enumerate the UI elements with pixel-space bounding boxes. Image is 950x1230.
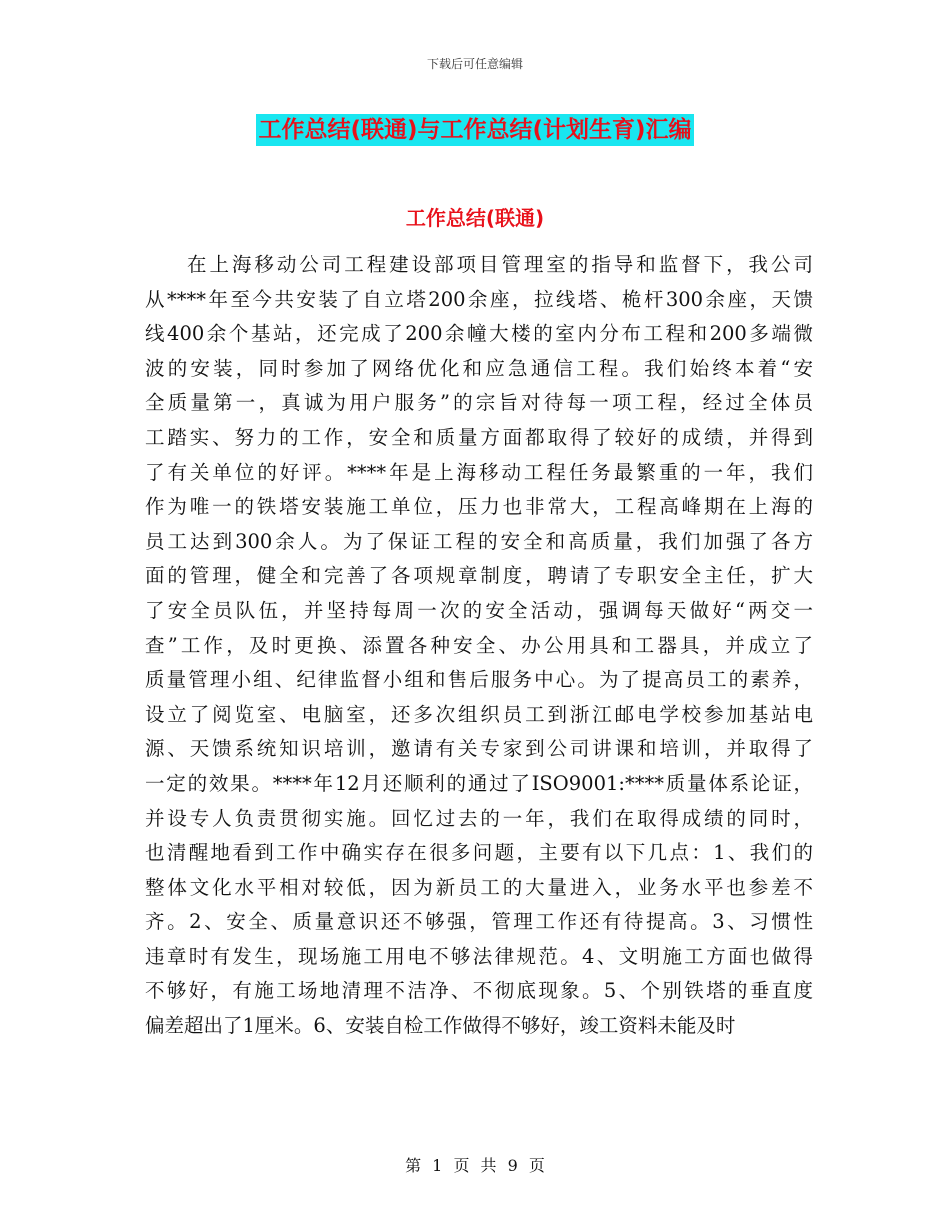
page-footer: 第 1 页 共 9 页	[405, 1156, 545, 1175]
body-line: 线400余个基站，还完成了200余幢大楼的室内分布工程和200多端微	[145, 322, 813, 346]
document-title: 工作总结(联通)与工作总结(计划生育)汇编	[256, 114, 693, 146]
body-line: 面的管理，健全和完善了各项规章制度，聘请了专职安全主任，扩大	[145, 564, 813, 588]
body-line: 工踏实、努力的工作，安全和质量方面都取得了较好的成绩，并得到	[145, 425, 813, 449]
body-line: 违章时有发生，现场施工用电不够法律规范。4、文明施工方面也做得	[145, 944, 813, 968]
body-line: 齐。2、安全、质量意识还不够强，管理工作还有待提高。3、习惯性	[145, 910, 813, 934]
body-line: 也清醒地看到工作中确实存在很多问题，主要有以下几点：1、我们的	[145, 841, 813, 865]
body-line: 一定的效果。****年12月还顺利的通过了ISO9001:****质量体系论证，	[145, 771, 813, 795]
body-line: 不够好，有施工场地清理不洁净、不彻底现象。5、个别铁塔的垂直度	[145, 979, 813, 1003]
body-line: 全质量第一，真诚为用户服务”的宗旨对待每一项工程，经过全体员	[145, 391, 813, 415]
body-line: 了安全员队伍，并坚持每周一次的安全活动，强调每天做好“两交一	[145, 598, 813, 622]
body-line: 源、天馈系统知识培训，邀请有关专家到公司讲课和培训，并取得了	[145, 737, 813, 761]
body-line: 质量管理小组、纪律监督小组和售后服务中心。为了提高员工的素养，	[145, 668, 813, 692]
body-line: 在上海移动公司工程建设部项目管理室的指导和监督下，我公司	[187, 253, 813, 276]
body-line: 设立了阅览室、电脑室，还多次组织员工到浙江邮电学校参加基站电	[145, 702, 813, 726]
body-line: 并设专人负责贯彻实施。回忆过去的一年，我们在取得成绩的同时，	[145, 806, 813, 830]
header-note: 下载后可任意编辑	[426, 57, 523, 71]
body-line: 了有关单位的好评。****年是上海移动工程任务最繁重的一年，我们	[145, 460, 813, 484]
body-line: 作为唯一的铁塔安装施工单位，压力也非常大，工程高峰期在上海的	[145, 495, 813, 519]
body-line: 波的安装，同时参加了网络优化和应急通信工程。我们始终本着“安	[145, 356, 813, 380]
document-title-container	[0, 114, 950, 146]
body-paragraph	[145, 248, 813, 1044]
body-line: 查”工作，及时更换、添置各种安全、办公用具和工器具，并成立了	[145, 633, 813, 657]
body-line: 员工达到300余人。为了保证工程的安全和高质量，我们加强了各方	[145, 529, 813, 553]
section-title: 工作总结(联通)	[405, 206, 545, 230]
body-line: 偏差超出了1厘米。6、安装自检工作做得不够好，竣工资料未能及时	[145, 1014, 736, 1038]
body-line: 整体文化水平相对较低，因为新员工的大量进入，业务水平也参差不	[145, 875, 813, 899]
body-line: 从****年至今共安装了自立塔200余座，拉线塔、桅杆300余座，天馈	[145, 287, 813, 311]
